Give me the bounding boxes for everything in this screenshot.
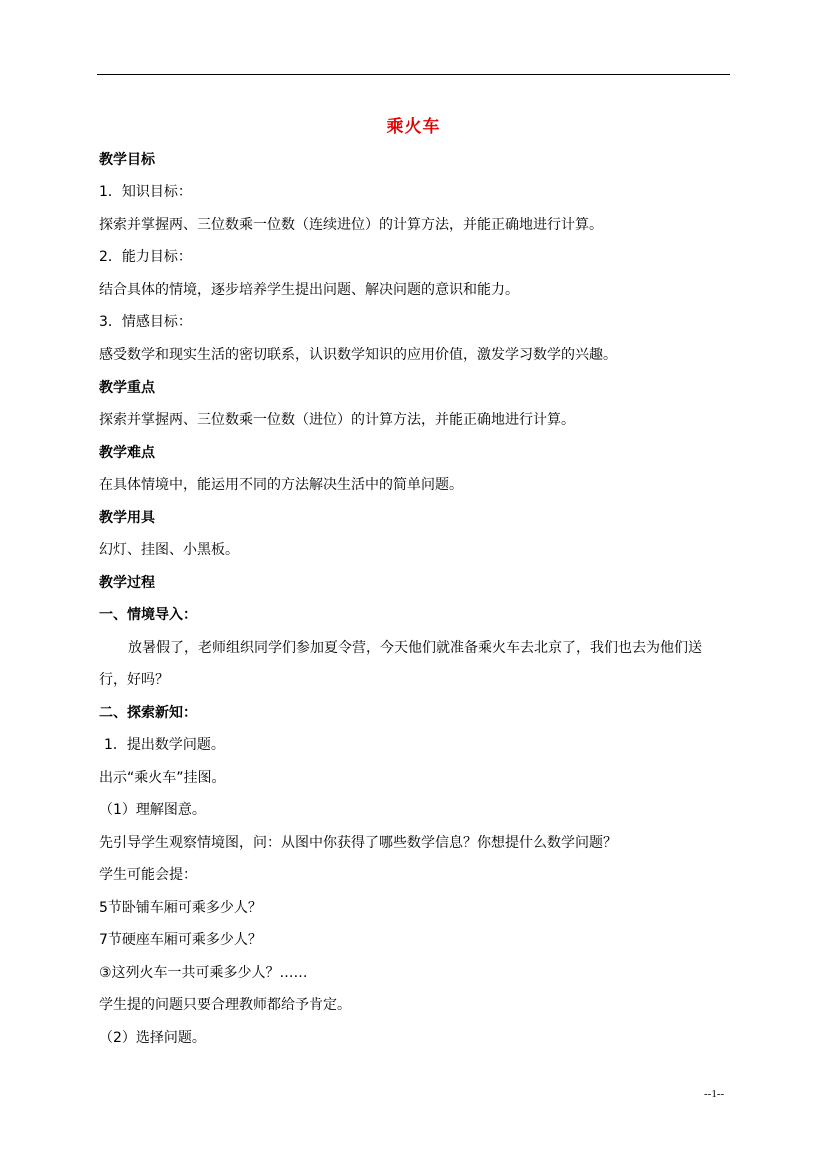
sub1: （1）理解图意。 [99,802,206,818]
part1-text-line2: 行，好吗？ [99,672,169,688]
goal1-text: 探索并掌握两、三位数乘一位数（连续进位）的计算方法，并能正确地进行计算。 [99,217,603,233]
question-3: ③这列火车一共可乘多少人？…… [99,965,308,981]
page-title: 乘火车 [386,117,441,137]
goal3-label: 3．情感目标： [99,314,192,330]
show-chart: 出示“乘火车”挂图。 [99,770,226,786]
guide-text: 先引导学生观察情境图，问：从图中你获得了哪些数学信息？你想提什么数学问题？ [99,835,617,851]
goal2-label: 2．能力目标： [99,249,192,265]
affirm-text: 学生提的问题只要合理教师都给予肯定。 [99,997,351,1013]
question-2: 7节硬座车厢可乘多少人？ [99,932,262,948]
may-ask: 学生可能会提： [99,867,197,883]
goal1-label: 1．知识目标： [99,184,192,200]
goals-heading: 教学目标 [99,152,155,168]
step1: 1．提出数学问题。 [104,737,225,753]
difficult-heading: 教学难点 [99,445,155,461]
tools-heading: 教学用具 [99,510,155,526]
process-heading: 教学过程 [99,575,155,591]
part1-heading: 一、情境导入： [99,607,197,623]
goal2-text: 结合具体的情境，逐步培养学生提出问题、解决问题的意识和能力。 [99,282,519,298]
question-1: 5节卧铺车厢可乘多少人？ [99,900,262,916]
difficult-text: 在具体情境中，能运用不同的方法解决生活中的简单问题。 [99,477,463,493]
part1-text-line1: 放暑假了，老师组织同学们参加夏令营，今天他们就准备乘火车去北京了，我们也去为他们送 [128,640,702,656]
tools-text: 幻灯、挂图、小黑板。 [99,542,239,558]
page-number: --1-- [704,1088,725,1100]
key-text: 探索并掌握两、三位数乘一位数（进位）的计算方法，并能正确地进行计算。 [99,412,575,428]
sub2: （2）选择问题。 [99,1030,206,1046]
header-rule [97,74,730,75]
key-heading: 教学重点 [99,380,155,396]
part2-heading: 二、探索新知： [99,705,197,721]
goal3-text: 感受数学和现实生活的密切联系，认识数学知识的应用价值，激发学习数学的兴趣。 [99,347,617,363]
